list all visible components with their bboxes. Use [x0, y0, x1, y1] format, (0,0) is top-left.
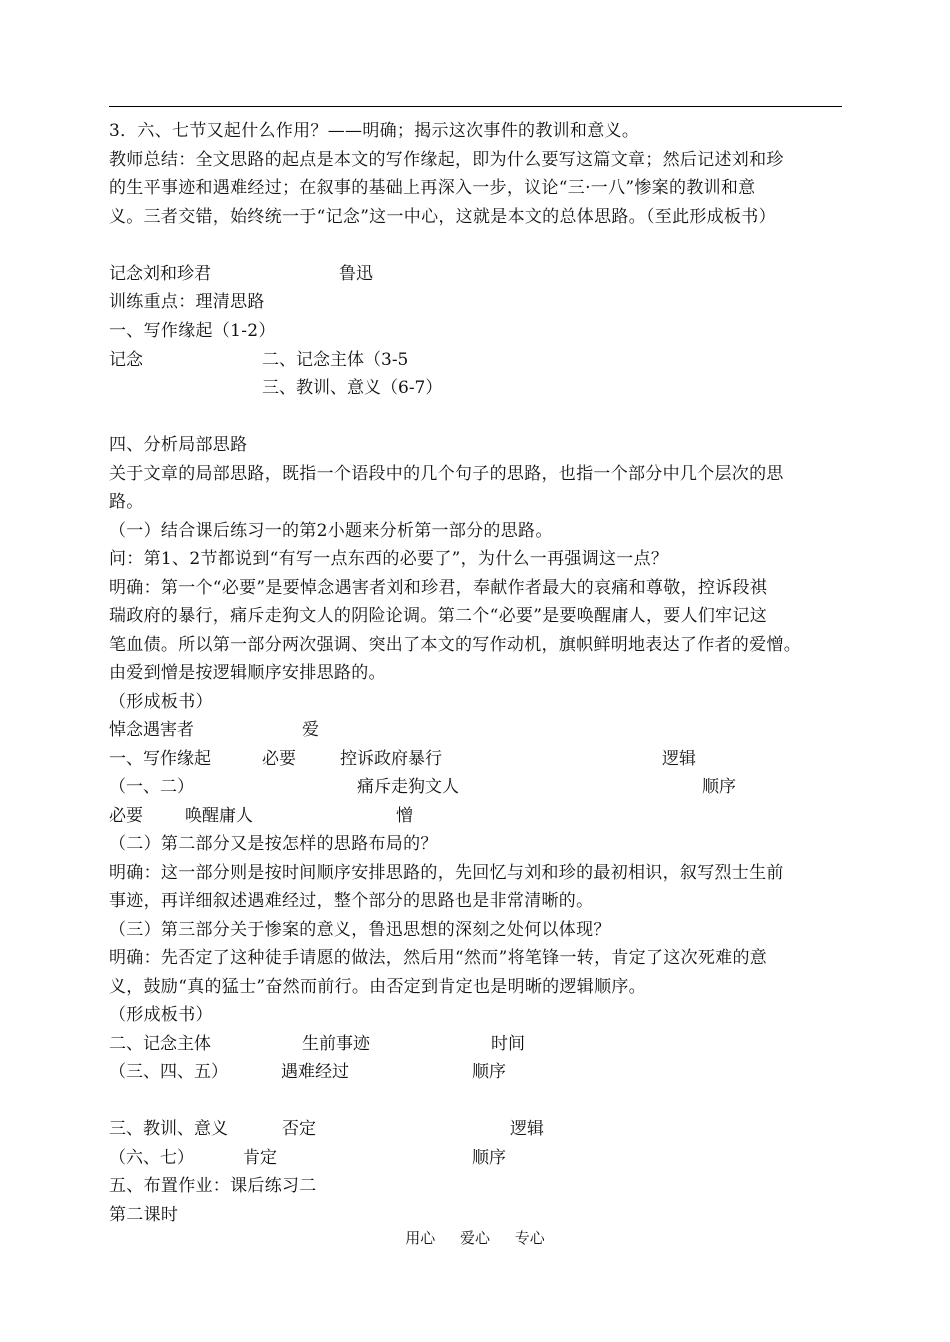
- summary-line-2: 的生平事迹和遇难经过；在叙事的基础上再深入一步，议论“三·一八”惨案的教训和意: [109, 178, 756, 198]
- board2-r2c: 控诉政府暴行: [340, 749, 442, 769]
- board-title: 记念刘和珍君: [109, 264, 211, 284]
- board2-r4a: 必要: [109, 806, 143, 826]
- board3-r1b: 生前事迹: [302, 1034, 370, 1054]
- board3-r1c: 时间: [491, 1034, 525, 1054]
- board3-r2b: 遇难经过: [281, 1062, 349, 1082]
- board1-row2-right: 二、记念主体（3-5: [262, 350, 409, 370]
- form-board-label-2: （形成板书）: [109, 1005, 213, 1025]
- section4-heading: 四、分析局部思路: [109, 435, 248, 455]
- board2-r3b: 痛斥走狗文人: [357, 777, 459, 797]
- board3-r2c: 顺序: [472, 1062, 506, 1082]
- part2-answer-2: 事迹，再详细叙述遇难经过，整个部分的思路也是非常清晰的。: [109, 891, 594, 911]
- part1-answer-3: 笔血债。所以第一部分两次强调、突出了本文的写作动机，旗帜鲜明地表达了作者的爱憎。: [109, 635, 801, 655]
- part3-answer-1: 明确：先否定了这种徒手请愿的做法，然后用“然而”将笔锋一转，肯定了这次死难的意: [109, 948, 768, 968]
- board3-r2a: （三、四、五）: [109, 1062, 228, 1082]
- footer-word-3: 专心: [514, 1229, 545, 1247]
- board1-row1: 一、写作缘起（1-2）: [109, 321, 276, 341]
- board2-r4b: 唤醒庸人: [185, 806, 253, 826]
- board2-r2d: 逻辑: [662, 749, 696, 769]
- question-3: 3．六、七节又起什么作用？——明确；揭示这次事件的教训和意义。: [109, 121, 640, 141]
- board2-r4c: 憎: [396, 806, 413, 826]
- board3-r1a: 二、记念主体: [109, 1034, 211, 1054]
- second-lesson: 第二课时: [109, 1205, 179, 1225]
- board3-r3b: 否定: [282, 1119, 316, 1139]
- training-focus: 训练重点：理清思路: [109, 292, 265, 312]
- board3-r4c: 顺序: [472, 1148, 506, 1168]
- section4-intro-2: 路。: [109, 492, 144, 512]
- part3-question: （三）第三部分关于惨案的意义，鲁迅思想的深刻之处何以体现？: [109, 920, 611, 940]
- part3-answer-2: 义，鼓励“真的猛士”奋然而前行。由否定到肯定也是明晰的逻辑顺序。: [109, 977, 646, 997]
- part1-question: （一）结合课后练习一的第2小题来分析第一部分的思路。: [109, 521, 553, 541]
- board-author: 鲁迅: [339, 264, 373, 284]
- board2-r1b: 爱: [302, 720, 319, 740]
- section4-intro-1: 关于文章的局部思路，既指一个语段中的几个句子的思路，也指一个部分中几个层次的思: [109, 464, 784, 484]
- summary-line-1: 教师总结：全文思路的起点是本文的写作缘起，即为什么要写这篇文章；然后记述刘和珍: [109, 150, 784, 170]
- summary-line-3: 义。三者交错，始终统一于“记念”这一中心，这就是本文的总体思路。（至此形成板书）: [109, 207, 776, 227]
- board1-row3: 三、教训、意义（6-7）: [262, 378, 443, 398]
- footer-word-2: 爱心: [459, 1229, 490, 1247]
- board1-row2-left: 记念: [109, 350, 143, 370]
- board3-r3c: 逻辑: [510, 1119, 544, 1139]
- part1-ask: 问：第1、2节都说到“有写一点东西的必要了”，为什么一再强调这一点？: [109, 549, 669, 569]
- board3-r3a: 三、教训、意义: [109, 1119, 228, 1139]
- board2-r3c: 顺序: [702, 777, 736, 797]
- board2-r1a: 悼念遇害者: [109, 720, 194, 740]
- part1-answer-4: 由爱到憎是按逻辑顺序安排思路的。: [109, 663, 386, 683]
- board2-r2b: 必要: [262, 749, 296, 769]
- board3-r4b: 肯定: [243, 1148, 277, 1168]
- part2-answer-1: 明确：这一部分则是按时间顺序安排思路的，先回忆与刘和珍的最初相识，叙写烈士生前: [109, 863, 784, 883]
- board2-r2a: 一、写作缘起: [109, 749, 211, 769]
- part2-question: （二）第二部分又是按怎样的思路布局的？: [109, 834, 438, 854]
- homework: 五、布置作业：课后练习二: [109, 1176, 317, 1196]
- page-footer: [0, 1228, 950, 1248]
- board2-r3a: （一、二）: [109, 777, 194, 797]
- part1-answer-2: 瑞政府的暴行，痛斥走狗文人的阴险论调。第二个“必要”是要唤醒庸人，要人们牢记这: [109, 606, 768, 626]
- board3-r4a: （六、七）: [109, 1148, 194, 1168]
- footer-word-1: 用心: [405, 1229, 436, 1247]
- part1-answer-1: 明确：第一个“必要”是要悼念遇害者刘和珍君，奉献作者最大的哀痛和尊敬，控诉段祺: [109, 578, 768, 598]
- form-board-label-1: （形成板书）: [109, 692, 213, 712]
- header-rule: [109, 106, 842, 107]
